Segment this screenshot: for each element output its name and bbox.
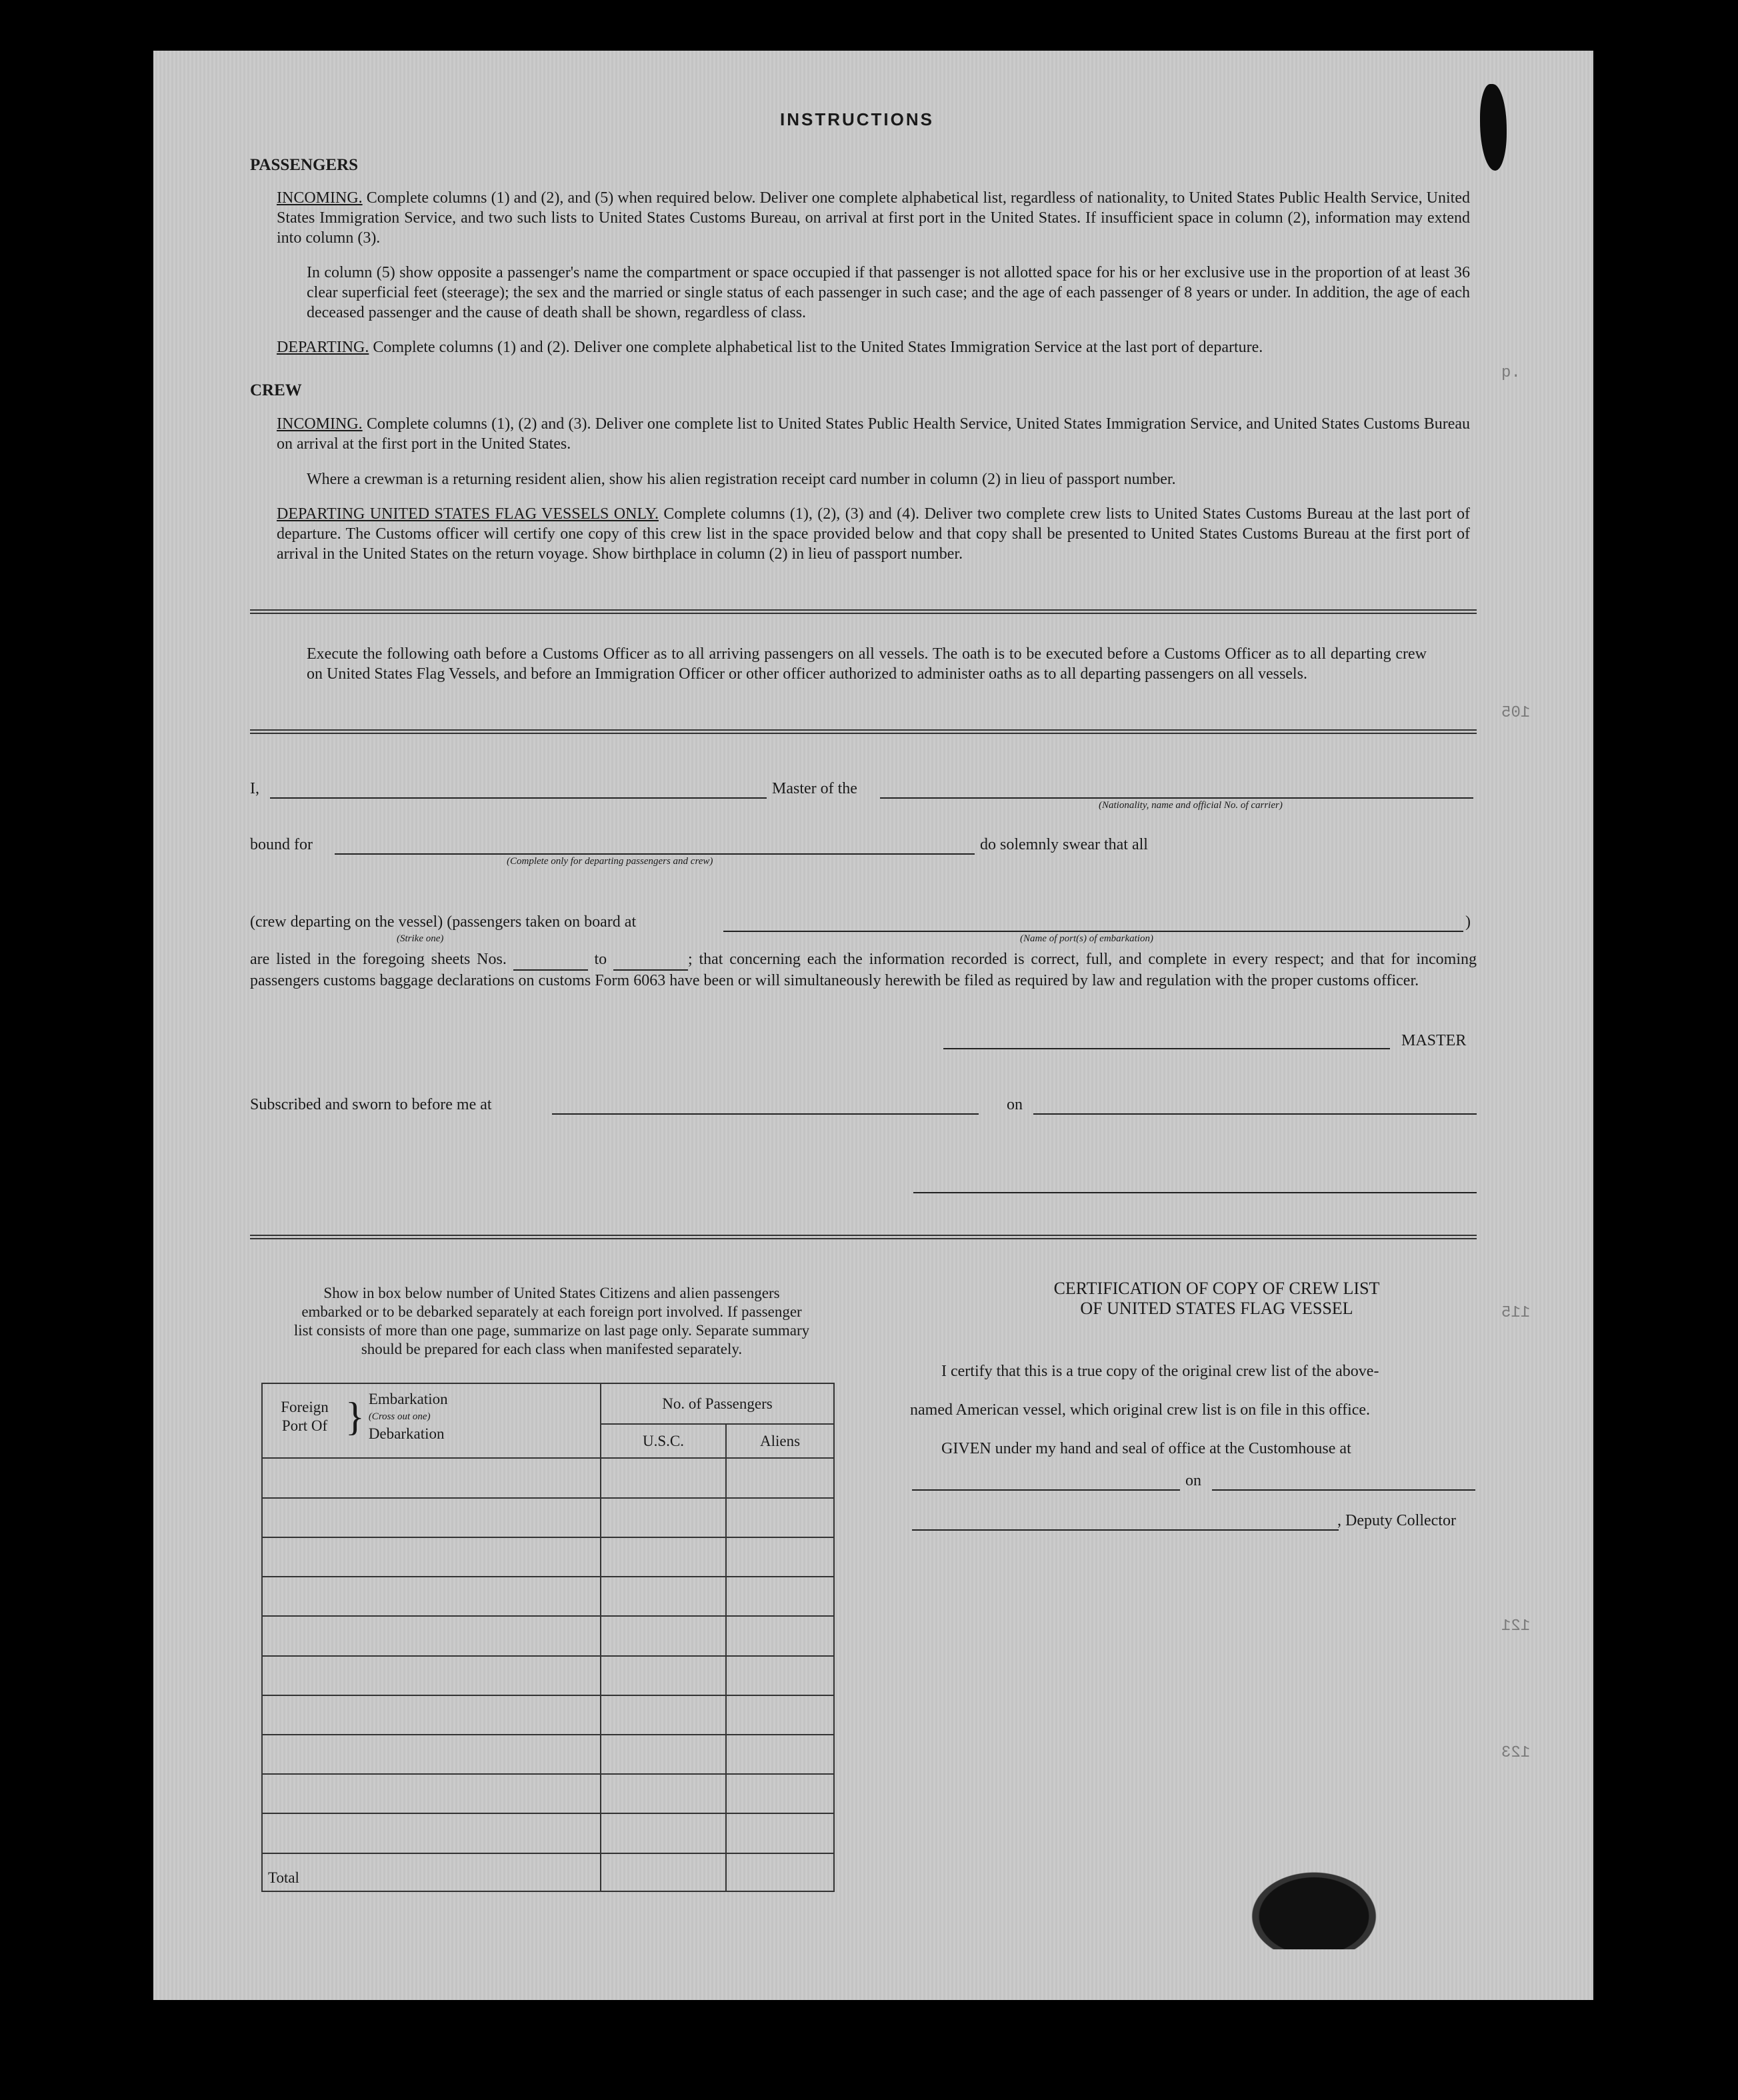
table-row [262,1774,834,1813]
crew-departing-text: (crew departing on the vessel) (passengers taken on board at [250,913,637,931]
certification-heading-line-2: OF UNITED STATES FLAG VESSEL [1080,1299,1353,1318]
port-cell[interactable] [262,1656,601,1695]
certification-body-line-2: named American vessel, which original crew list is on file in this office. [910,1401,1371,1419]
aliens-cell[interactable] [726,1616,834,1655]
margin-bleed-mark: 121 [1501,1617,1531,1635]
sworn-place-field[interactable] [552,1113,979,1115]
summary-instructions: Show in box below number of United States Citizens and alien passengers embarked or to be debarked separately at each foreign port involved. If passenger list consists of more than one page, summarize on last page only. Separate summary should be prepared for each class when manifested separately. [293,1285,810,1357]
aliens-cell[interactable] [726,1774,834,1813]
oath-i-label: I, [250,780,259,797]
embarkation-ports-field[interactable] [723,931,1463,932]
usc-cell[interactable] [601,1656,726,1695]
carrier-field[interactable] [880,797,1473,799]
usc-cell[interactable] [601,1577,726,1616]
foreign-port-label: Foreign Port Of [281,1399,329,1434]
oath-bottom-divider [250,1235,1477,1239]
certification-on-label: on [1185,1472,1201,1489]
certification-body-line-1: I certify that this is a true copy of the original crew list of the above- [941,1363,1379,1380]
close-paren: ) [1465,913,1471,931]
usc-cell[interactable] [601,1813,726,1853]
aliens-cell[interactable] [726,1813,834,1853]
passengers-count-header: No. of Passengers [601,1383,834,1424]
usc-cell[interactable] [601,1735,726,1774]
total-label: Total [262,1853,601,1891]
certification-heading-line-1: CERTIFICATION OF COPY OF CREW LIST [1053,1279,1380,1298]
passengers-departing-label: DEPARTING. [277,339,369,356]
port-cell[interactable] [262,1537,601,1577]
deputy-collector-label: , Deputy Collector [1337,1512,1456,1529]
oath-master-of: Master of the [772,780,857,797]
port-cell[interactable] [262,1813,601,1853]
certification-date-field[interactable] [1212,1489,1475,1491]
usc-column-header: U.S.C. [601,1424,726,1458]
port-cell[interactable] [262,1577,601,1616]
passengers-incoming-paragraph [277,188,1470,248]
usc-cell[interactable] [601,1774,726,1813]
sheet-to-field[interactable] [613,949,688,971]
margin-bleed-mark: 115 [1501,1304,1531,1322]
port-cell[interactable] [262,1735,601,1774]
listed-to: to [594,951,607,968]
total-usc-cell[interactable] [601,1853,726,1891]
solemnly-swear-text: do solemnly swear that all [980,836,1148,853]
table-row [262,1695,834,1735]
oath-divider [250,729,1477,734]
port-cell[interactable] [262,1695,601,1735]
passenger-summary-table [261,1383,835,1892]
officer-signature-field[interactable] [913,1192,1477,1193]
page-title: INSTRUCTIONS [780,109,934,129]
table-row [262,1498,834,1537]
bound-for-label: bound for [250,836,313,853]
table-row [262,1735,834,1774]
passengers-column5-paragraph: In column (5) show opposite a passenger's name the compartment or space occupied if that passenger is not allotted space for his or her exclusive use in the proportion of at least 36 clear superficial feet (steerage); the sex and the married or single status of each passenger in such case; and the age of each passenger of 8 years or under. In addition, the age of each deceased passenger and the cause of death shall be shown, regardless of class. [307,264,1470,321]
strike-one-hint: (Strike one) [397,933,444,944]
margin-bleed-mark: 105 [1501,704,1531,722]
subscribed-label: Subscribed and sworn to before me at [250,1096,492,1113]
usc-cell[interactable] [601,1616,726,1655]
aliens-cell[interactable] [726,1656,834,1695]
crew-departing-label: DEPARTING UNITED STATES FLAG VESSELS ONLY. [277,505,659,523]
passengers-departing-text: Complete columns (1) and (2). Deliver one complete alphabetical list to the United States Immigration Service at the last port of departure. [373,339,1263,356]
departing-hint: (Complete only for departing passengers and crew) [507,856,713,867]
sworn-on-label: on [1007,1096,1023,1113]
customhouse-field[interactable] [912,1489,1180,1491]
brace-icon: } [345,1395,365,1439]
certification-given: GIVEN under my hand and seal of office at the Customhouse at [941,1440,1351,1457]
usc-cell[interactable] [601,1498,726,1537]
master-label: MASTER [1401,1032,1467,1049]
bound-for-field[interactable] [335,853,975,855]
crew-incoming-text: Complete columns (1), (2) and (3). Deliver one complete list to United States Public Health Service, United States Immigration Service, and United States Customs Bureau on arrival at the first port in the United States. [277,415,1471,453]
section-divider [250,609,1477,614]
passengers-departing-paragraph [277,337,1470,357]
debarkation-label: Debarkation [368,1425,445,1442]
crew-departing-paragraph [277,504,1470,564]
usc-cell[interactable] [601,1537,726,1577]
port-cell[interactable] [262,1498,601,1537]
usc-cell[interactable] [601,1458,726,1497]
port-column-header [262,1383,601,1458]
margin-bleed-mark: .q [1501,364,1521,382]
port-cell[interactable] [262,1458,601,1497]
cross-out-hint: (Cross out one) [368,1411,431,1422]
aliens-cell[interactable] [726,1458,834,1497]
table-row [262,1616,834,1655]
passengers-incoming-label: INCOMING. [277,189,363,207]
aliens-cell[interactable] [726,1498,834,1537]
seal-stamp-icon [1244,1867,1384,1949]
crew-departing-text: Complete columns (1), (2), (3) and (4). Deliver two complete crew lists to United States Customs Bureau at the last port of departure. The Customs officer will certify one copy of this crew list in the space provided below and that copy shall be presented to United States Customs Bureau at the first port of arrival in the United States on the return voyage. Show birthplace in column (2) in lieu of passport number. [277,505,1471,563]
listed-prefix: are listed in the foregoing sheets Nos. [250,951,507,968]
table-row [262,1577,834,1616]
port-cell[interactable] [262,1616,601,1655]
crew-alien-paragraph: Where a crewman is a returning resident alien, show his alien registration receipt card number in column (2) in lieu of passport number. [307,471,1176,488]
aliens-cell[interactable] [726,1695,834,1735]
aliens-column-header: Aliens [726,1424,834,1458]
sheet-from-field[interactable] [513,949,588,971]
master-name-field[interactable] [270,797,767,799]
oath-intro: Execute the following oath before a Customs Officer as to all arriving passengers on all vessels. The oath is to be executed before a Customs Officer as to all departing crew on United States Flag Vessels, and before an Immigration Officer or other officer authorized to administer oaths as to all departing passengers on all vessels. [307,645,1427,683]
crew-heading: CREW [250,381,302,399]
listed-rest: ; that concerning each the information recorded is correct, full, and complete in every respect; and that for incoming passengers customs baggage declarations on customs Form 6063 have been or will simultaneously herewith be filed as required by law and regulation with the proper customs officer. [250,951,1477,989]
document-page [153,51,1593,2000]
total-aliens-cell[interactable] [726,1853,834,1891]
table-row [262,1656,834,1695]
master-signature-field[interactable] [943,1048,1390,1049]
table-row [262,1537,834,1577]
port-cell[interactable] [262,1774,601,1813]
certification-heading [983,1279,1450,1319]
table-row [262,1813,834,1853]
deputy-collector-field[interactable] [912,1529,1339,1531]
aliens-cell[interactable] [726,1735,834,1774]
embarkation-label: Embarkation [368,1391,448,1407]
ink-blot [1480,84,1507,171]
crew-incoming-paragraph [277,414,1470,454]
usc-cell[interactable] [601,1695,726,1735]
sworn-date-field[interactable] [1033,1113,1477,1115]
aliens-cell[interactable] [726,1537,834,1577]
nationality-hint: (Nationality, name and official No. of carrier) [1099,800,1283,811]
margin-bleed-mark: 123 [1501,1744,1531,1762]
ports-hint: (Name of port(s) of embarkation) [1020,933,1153,944]
passengers-heading: PASSENGERS [250,156,359,174]
crew-incoming-label: INCOMING. [277,415,363,433]
table-row [262,1458,834,1497]
passengers-incoming-text: Complete columns (1) and (2), and (5) when required below. Deliver one complete alphabetical list, regardless of nationality, to United States Public Health Service, United States Immigration Service, and two such lists to United States Customs Bureau, on arrival at first port in the United States. If insufficient space in column (2), information may extend into column (3). [277,189,1470,247]
aliens-cell[interactable] [726,1577,834,1616]
total-row [262,1853,834,1891]
listed-sheets-paragraph [250,949,1477,991]
